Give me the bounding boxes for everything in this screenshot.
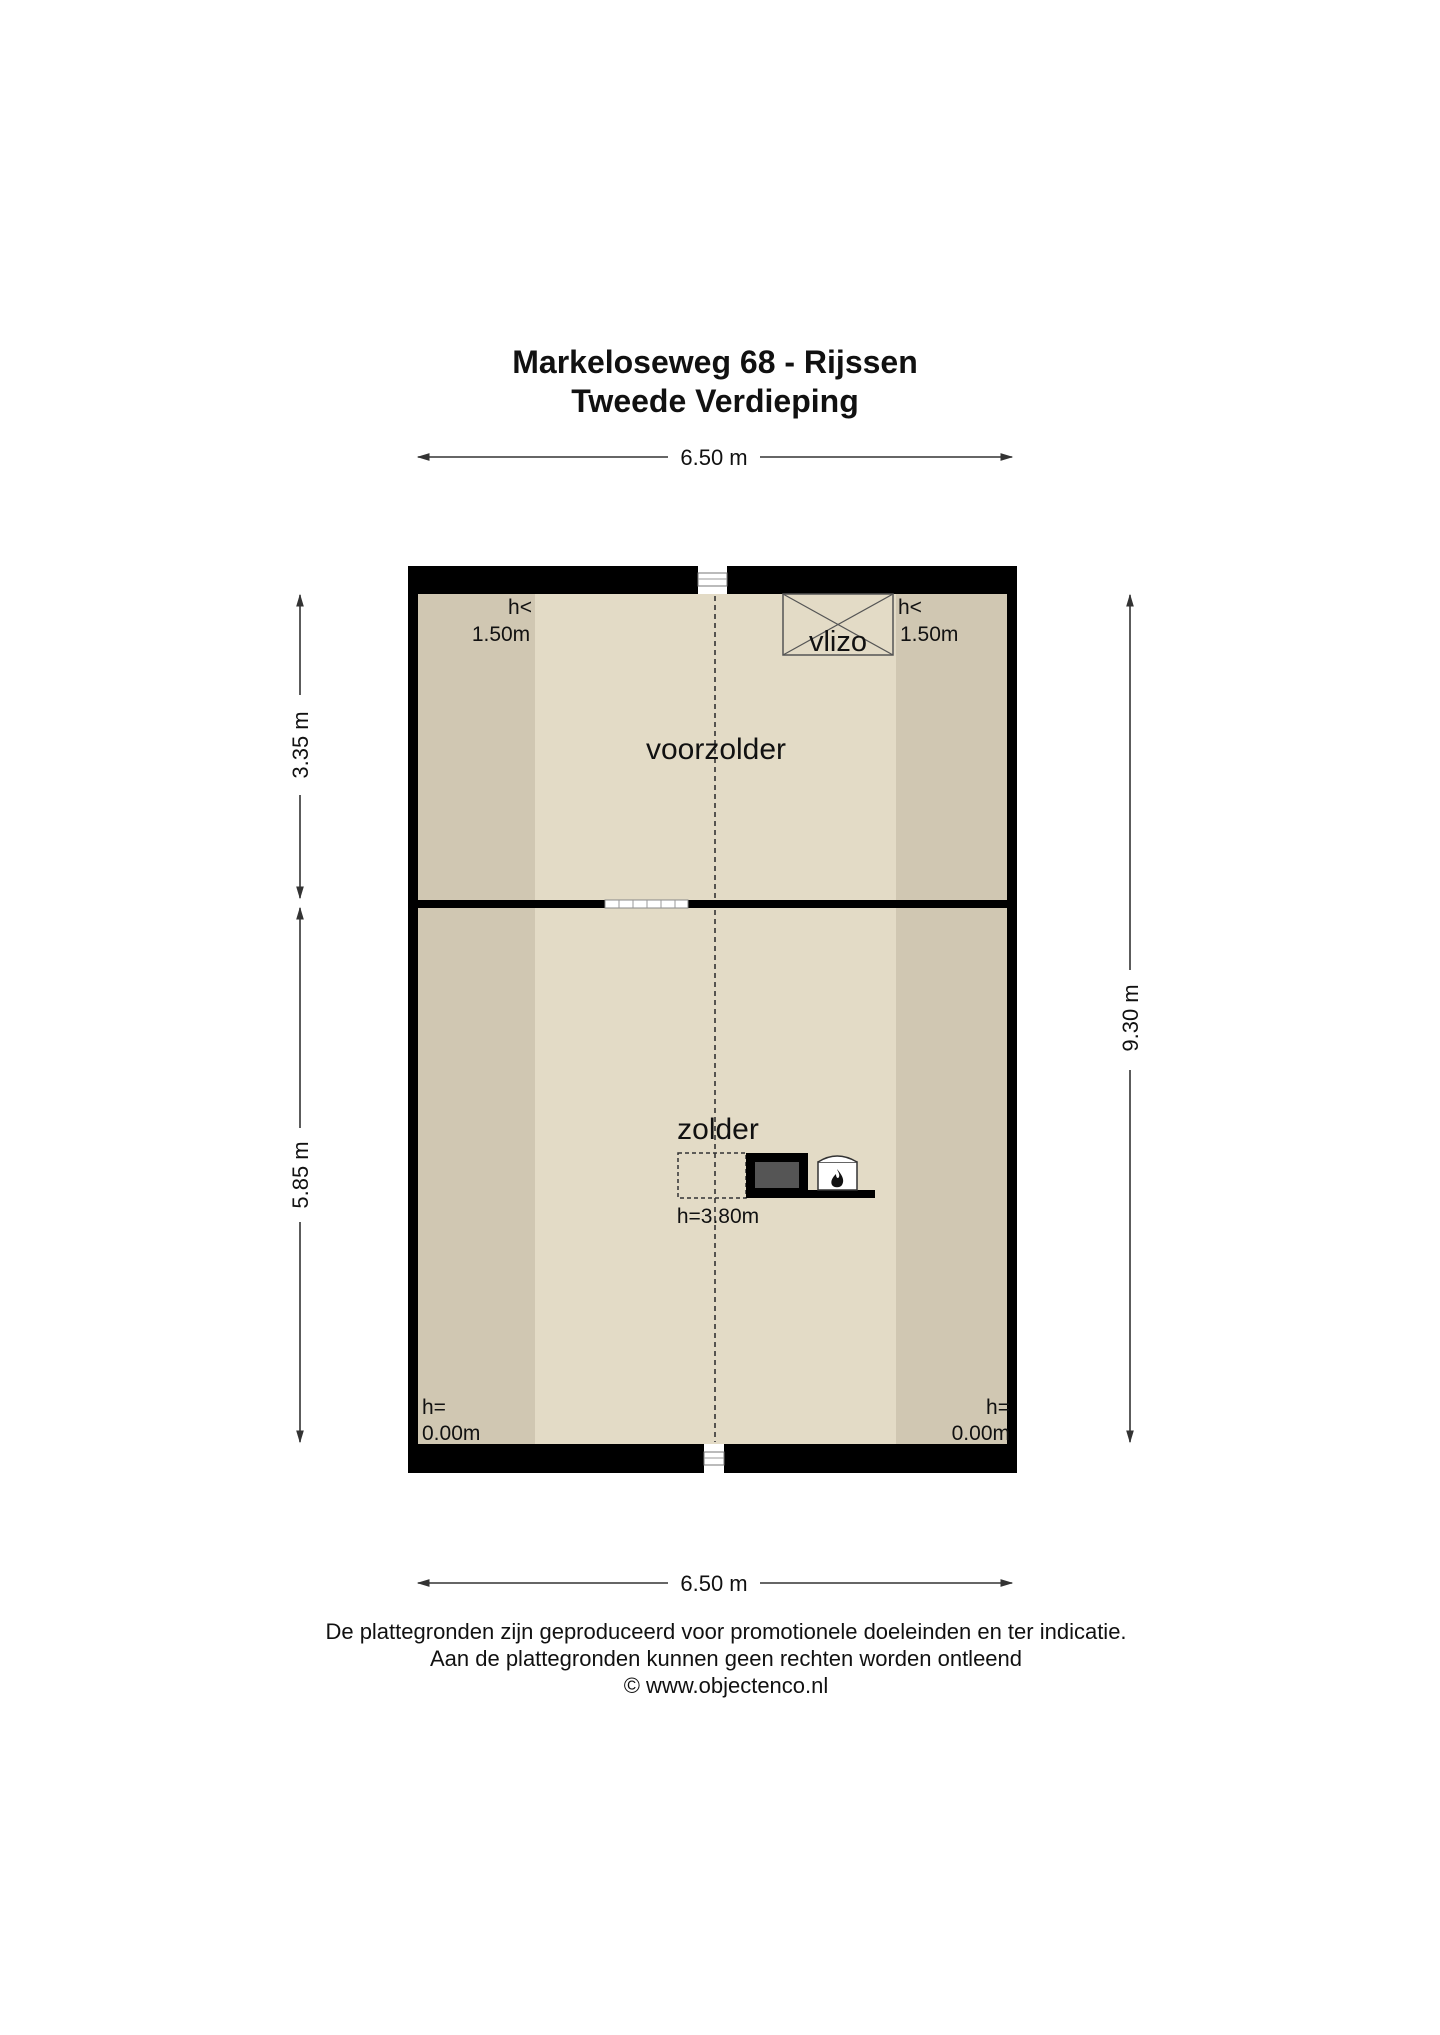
bottom-width-label: 6.50 m	[680, 1571, 748, 1596]
height-top-right-line2: 1.50m	[900, 623, 959, 646]
left-upper-label: 3.35 m	[288, 711, 313, 779]
height-bottom-left-line1: h=	[422, 1396, 446, 1419]
right-total-label: 9.30 m	[1118, 984, 1143, 1052]
sloped-area-left	[418, 594, 535, 1444]
interior-opening	[605, 900, 688, 908]
copyright-line: © www.objectenco.nl	[623, 1673, 829, 1698]
bottom-window	[704, 1452, 724, 1465]
top-width-label: 6.50 m	[680, 445, 748, 470]
height-ridge: h=3.80m	[676, 1205, 760, 1228]
height-bottom-left-line2: 0.00m	[422, 1422, 481, 1445]
top-window	[698, 573, 727, 586]
room-label-voorzolder: voorzolder	[645, 733, 787, 766]
height-top-left-line2: 1.50m	[471, 623, 531, 646]
disclaimer-line-1: De plattegronden zijn geproduceerd voor promotionele doeleinden en ter indicatie.	[325, 1619, 1127, 1644]
floor-title: Tweede Verdieping	[571, 383, 859, 419]
left-lower-label: 5.85 m	[288, 1141, 313, 1209]
interior-wall	[418, 900, 1007, 908]
left-upper-dimension	[288, 595, 313, 898]
sloped-area-right	[896, 594, 1015, 1444]
top-width-dimension	[418, 445, 1012, 470]
height-top-right-line1: h<	[898, 596, 922, 619]
right-total-dimension	[1118, 595, 1143, 1442]
address-title: Markeloseweg 68 - Rijssen	[512, 344, 918, 380]
disclaimer-line-2: Aan de plattegronden kunnen geen rechten worden ontleend	[429, 1646, 1023, 1671]
bottom-width-dimension	[418, 1571, 1012, 1596]
room-label-zolder: zolder	[677, 1113, 759, 1146]
height-bottom-right-line1: h=	[986, 1396, 1010, 1419]
vlizo-label: vlizo	[808, 626, 868, 658]
height-top-left-line1: h<	[508, 596, 532, 619]
water-heater-flame-icon	[818, 1156, 857, 1190]
left-lower-dimension	[288, 908, 313, 1442]
height-bottom-right-line2: 0.00m	[951, 1422, 1010, 1445]
